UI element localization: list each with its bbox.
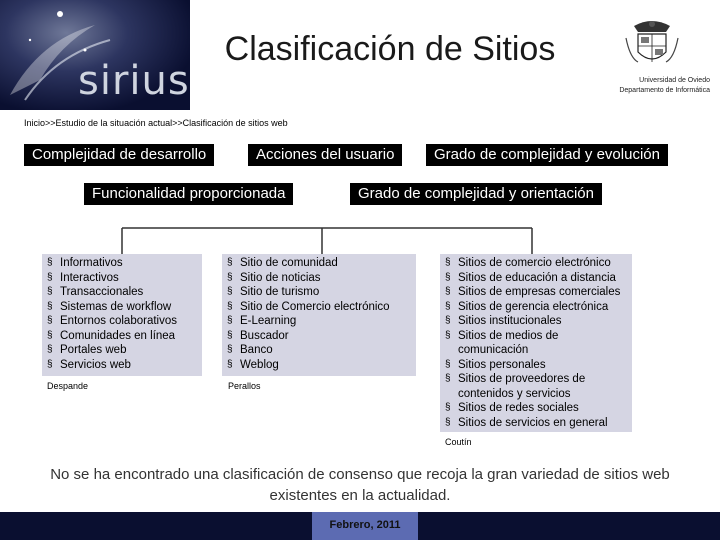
list-item: § Sitios de redes sociales	[445, 401, 628, 416]
perallos-list	[222, 254, 416, 372]
list-item: § Sitios personales	[445, 358, 628, 373]
list-item: § Portales web	[47, 343, 202, 358]
source-coutin: Coutín	[445, 437, 472, 447]
list-item: § Buscador	[227, 329, 416, 344]
breadcrumb: Inicio>>Estudio de la situación actual>>Clasificación de sitios web	[24, 118, 288, 128]
coutin-list	[440, 254, 632, 430]
list-item: § Sitios de medios de comunicación	[445, 329, 628, 358]
list-item: § Weblog	[227, 358, 416, 373]
page-title: Clasificación de Sitios	[224, 30, 556, 68]
source-perallos: Perallos	[228, 381, 261, 391]
list-item: § Entornos colaborativos	[47, 314, 202, 329]
department-name: Departamento de Informática	[619, 87, 710, 94]
list-item: § Sitios de comercio electrónico	[445, 256, 628, 271]
criterion-acciones-usuario: Acciones del usuario	[248, 144, 402, 166]
list-item: § Sitios institucionales	[445, 314, 628, 329]
footer-bar	[0, 512, 720, 540]
list-item: § Sitios de empresas comerciales	[445, 285, 628, 300]
list-item: § Sitios de proveedores de contenidos y servicios	[445, 372, 628, 401]
panel-coutin	[440, 254, 632, 432]
list-item: § Banco	[227, 343, 416, 358]
list-item: § Sitios de servicios en general	[445, 416, 628, 431]
list-item: § Sitio de turismo	[227, 285, 416, 300]
panel-despande	[42, 254, 202, 376]
list-item: § Sitios de gerencia electrónica	[445, 300, 628, 315]
list-item: § Sistemas de workflow	[47, 300, 202, 315]
criterion-complejidad-desarrollo: Complejidad de desarrollo	[24, 144, 214, 166]
criterion-grado-orientacion: Grado de complejidad y orientación	[350, 183, 602, 205]
list-item: § Sitios de educación a distancia	[445, 271, 628, 286]
list-item: § Informativos	[47, 256, 202, 271]
summary-text: No se ha encontrado una clasificación de consenso que recoja la gran variedad de sitios web existentes en la actualidad.	[50, 466, 670, 504]
brand-name: sirius	[78, 58, 190, 104]
source-despande: Despande	[47, 381, 89, 391]
list-item: § Sitio de Comercio electrónico	[227, 300, 416, 315]
despande-list	[42, 254, 202, 372]
list-item: § Interactivos	[47, 271, 202, 286]
criterion-funcionalidad: Funcionalidad proporcionada	[84, 183, 293, 205]
list-item: § Comunidades en línea	[47, 329, 202, 344]
criterion-grado-evolucion: Grado de complejidad y evolución	[426, 144, 668, 166]
footer-date: Febrero, 2011	[329, 519, 401, 531]
panel-perallos	[222, 254, 416, 376]
list-item: § Servicios web	[47, 358, 202, 373]
list-item: § Sitio de noticias	[227, 271, 416, 286]
list-item: § E-Learning	[227, 314, 416, 329]
university-name: Universidad de Oviedo	[639, 77, 710, 84]
list-item: § Transaccionales	[47, 285, 202, 300]
list-item: § Sitio de comunidad	[227, 256, 416, 271]
